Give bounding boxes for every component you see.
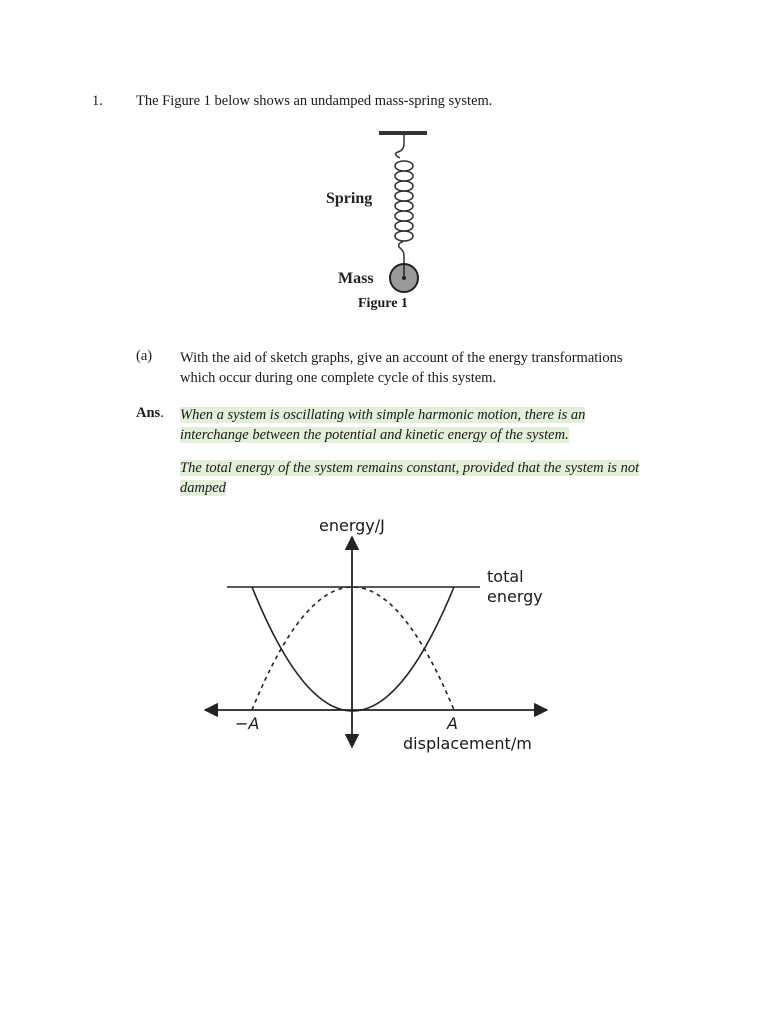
answer-paragraph-2 [180, 458, 680, 498]
question-number: 1. [92, 93, 103, 109]
kinetic-energy-curve [252, 587, 454, 710]
mass-label: Mass [338, 270, 374, 287]
ceiling-bar [379, 131, 427, 135]
answer-p2-line1: The total energy of the system remains constant, provided that the system is not [180, 460, 640, 476]
mass-pivot [402, 276, 406, 280]
neg-amplitude-label: −A [235, 714, 260, 733]
answer-label-suffix: . [160, 405, 164, 421]
spring-coil [395, 161, 413, 241]
answer-p1-line2: interchange between the potential and kinetic energy of the system. [180, 427, 569, 443]
figure1-caption: Figure 1 [358, 296, 408, 311]
total-energy-label-line2: energy [487, 587, 543, 606]
part-a-label: (a) [136, 348, 153, 364]
answer-p1-line1: When a system is oscillating with simple harmonic motion, there is an [180, 407, 586, 423]
spring-label: Spring [326, 190, 373, 207]
total-energy-label-line1: total [487, 567, 524, 586]
figure-mass-spring [300, 124, 460, 320]
energy-displacement-graph [195, 505, 570, 760]
x-axis-label: displacement/m [403, 734, 532, 753]
part-a-line1: With the aid of sketch graphs, give an account of the energy transformations [180, 350, 623, 366]
answer-label-text: Ans [136, 405, 161, 421]
answer-label [136, 405, 164, 422]
y-axis-label: energy/J [319, 516, 385, 535]
question-text: The Figure 1 below shows an undamped mass-spring system. [136, 93, 493, 109]
answer-paragraph-1 [180, 405, 680, 445]
answer-p2-line2: damped [180, 480, 226, 496]
part-a-text [180, 348, 660, 388]
part-a-line2: which occur during one complete cycle of this system. [180, 370, 497, 386]
spring-bottom-wire [399, 241, 404, 264]
pos-amplitude-label: A [447, 714, 458, 733]
spring-top-wire [395, 135, 404, 158]
